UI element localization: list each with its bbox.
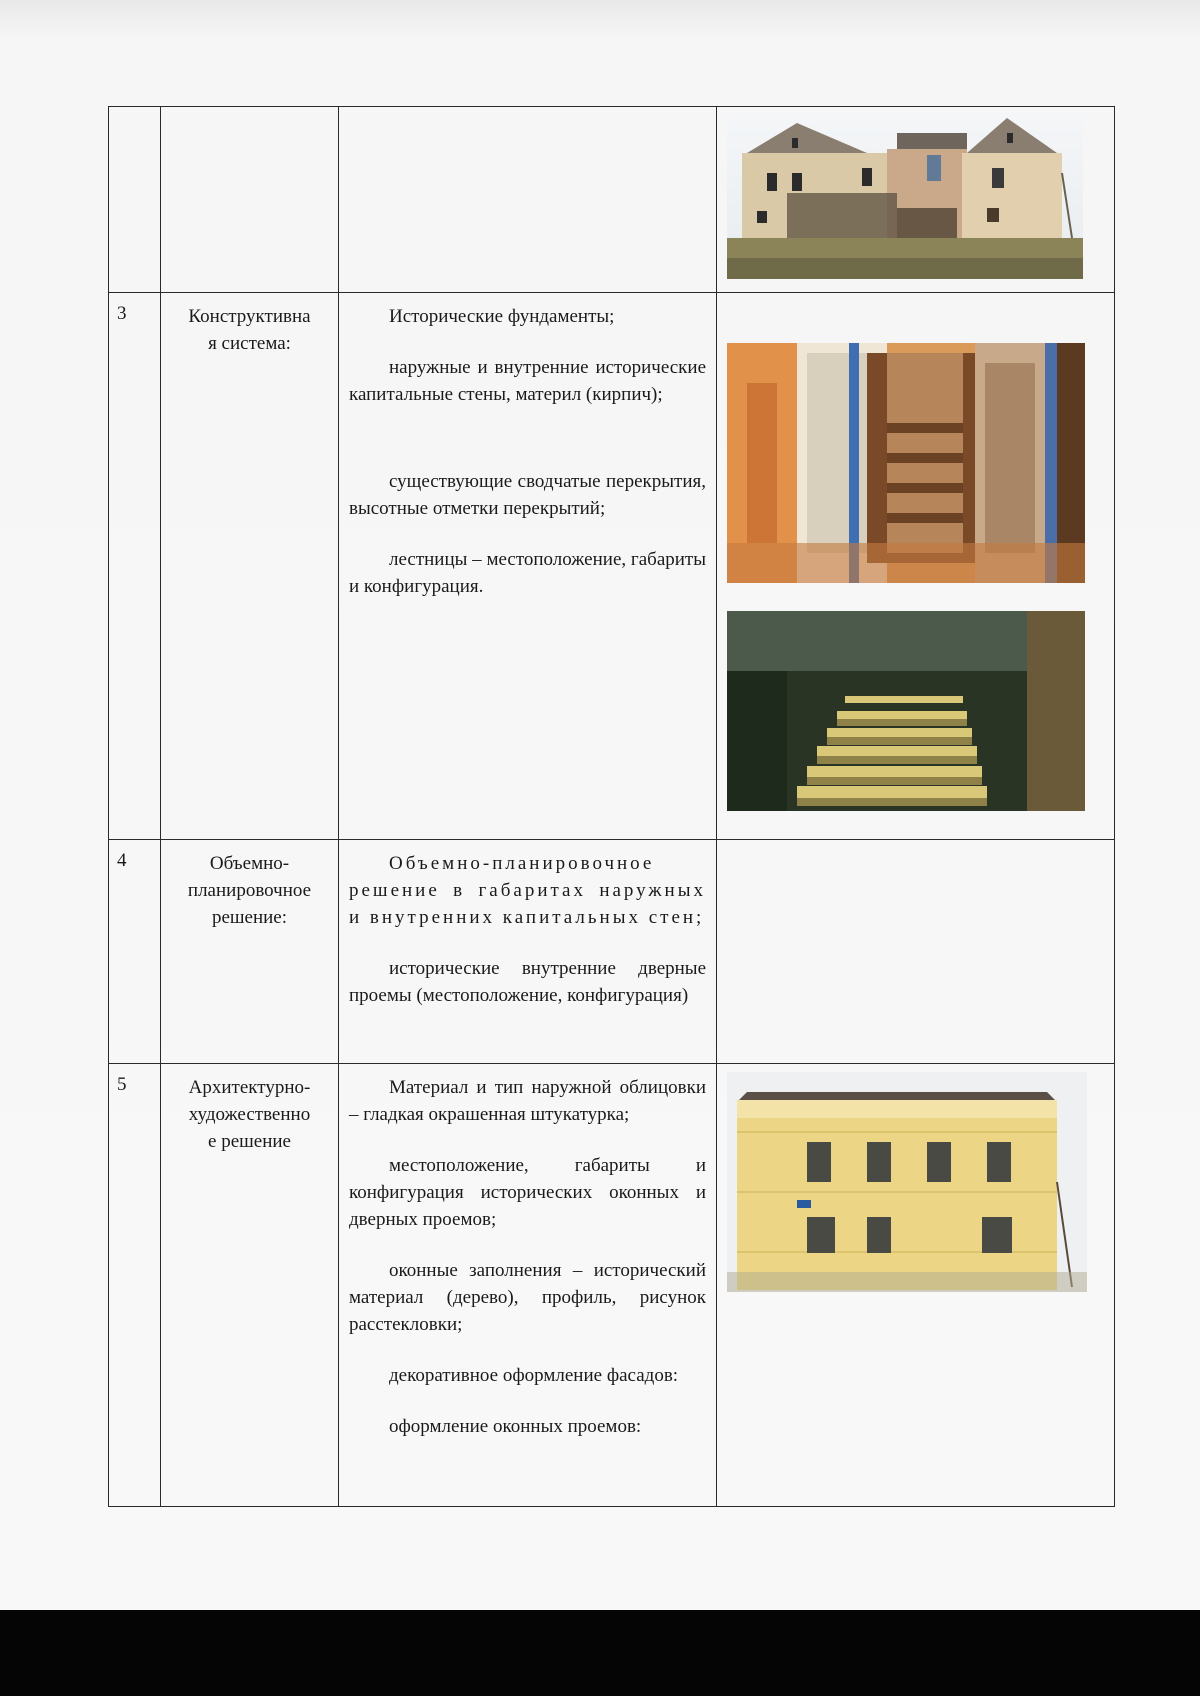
table-row bbox=[109, 1064, 1115, 1507]
paragraph: оконные заполнения – исторический материал (дерево), профиль, рисунок расстекловки; bbox=[349, 1260, 706, 1335]
row-description bbox=[339, 840, 717, 1064]
paragraph: лестницы – местоположение, габариты и конфигурация. bbox=[349, 549, 706, 597]
building-facade-ruined-photo bbox=[727, 113, 1083, 279]
paragraph: декоративное оформление фасадов: bbox=[389, 1365, 679, 1386]
row-name-line: художественно bbox=[188, 1104, 311, 1125]
row-name-line: Архитектурно- bbox=[188, 1077, 311, 1098]
row-name-line: е решение bbox=[208, 1131, 291, 1152]
row-number bbox=[109, 107, 161, 293]
paragraph: существующие сводчатые перекрытия, высотные отметки перекрытий; bbox=[349, 471, 706, 519]
interior-doorway-stairs-photo bbox=[727, 343, 1085, 583]
row-photos bbox=[717, 1064, 1115, 1507]
row-photos bbox=[717, 840, 1115, 1064]
row-number: 3 bbox=[109, 293, 161, 840]
row-name bbox=[161, 1064, 339, 1507]
row-name-line: Конструктивна bbox=[188, 306, 311, 327]
yellow-facade-photo bbox=[727, 1072, 1087, 1292]
row-name-line: Объемно- bbox=[209, 853, 290, 874]
scan-bottom-border bbox=[0, 1610, 1200, 1696]
row-description bbox=[339, 293, 717, 840]
table-row bbox=[109, 840, 1115, 1064]
row-name-line: планировочное bbox=[187, 880, 312, 901]
interior-stairs-photo bbox=[727, 611, 1085, 811]
row-name bbox=[161, 293, 339, 840]
paragraph: наружные и внутренние исторические капитальные стены, материл (кирпич); bbox=[349, 357, 706, 405]
row-name bbox=[161, 107, 339, 293]
object-features-table bbox=[108, 106, 1115, 1507]
row-number: 5 bbox=[109, 1064, 161, 1507]
row-photos bbox=[717, 293, 1115, 840]
row-name bbox=[161, 840, 339, 1064]
paragraph: оформление оконных проемов: bbox=[389, 1416, 642, 1437]
row-name-line: я система: bbox=[208, 333, 291, 354]
paragraph: Материал и тип наружной облицовки – гладкая окрашенная штукатурка; bbox=[349, 1077, 706, 1125]
paragraph: местоположение, габариты и конфигурация исторических оконных и дверных проемов; bbox=[349, 1155, 706, 1230]
row-description bbox=[339, 107, 717, 293]
paragraph: Объемно-планировочное решение в габаритах наружных и внутренних капитальных стен; bbox=[349, 853, 706, 928]
table-row bbox=[109, 293, 1115, 840]
row-number: 4 bbox=[109, 840, 161, 1064]
row-name-line: решение: bbox=[211, 907, 288, 928]
row-photos bbox=[717, 107, 1115, 293]
table-row bbox=[109, 107, 1115, 293]
paragraph: исторические внутренние дверные проемы (местоположение, конфигурация) bbox=[349, 958, 706, 1006]
row-description bbox=[339, 1064, 717, 1507]
paragraph: Исторические фундаменты; bbox=[389, 306, 615, 327]
